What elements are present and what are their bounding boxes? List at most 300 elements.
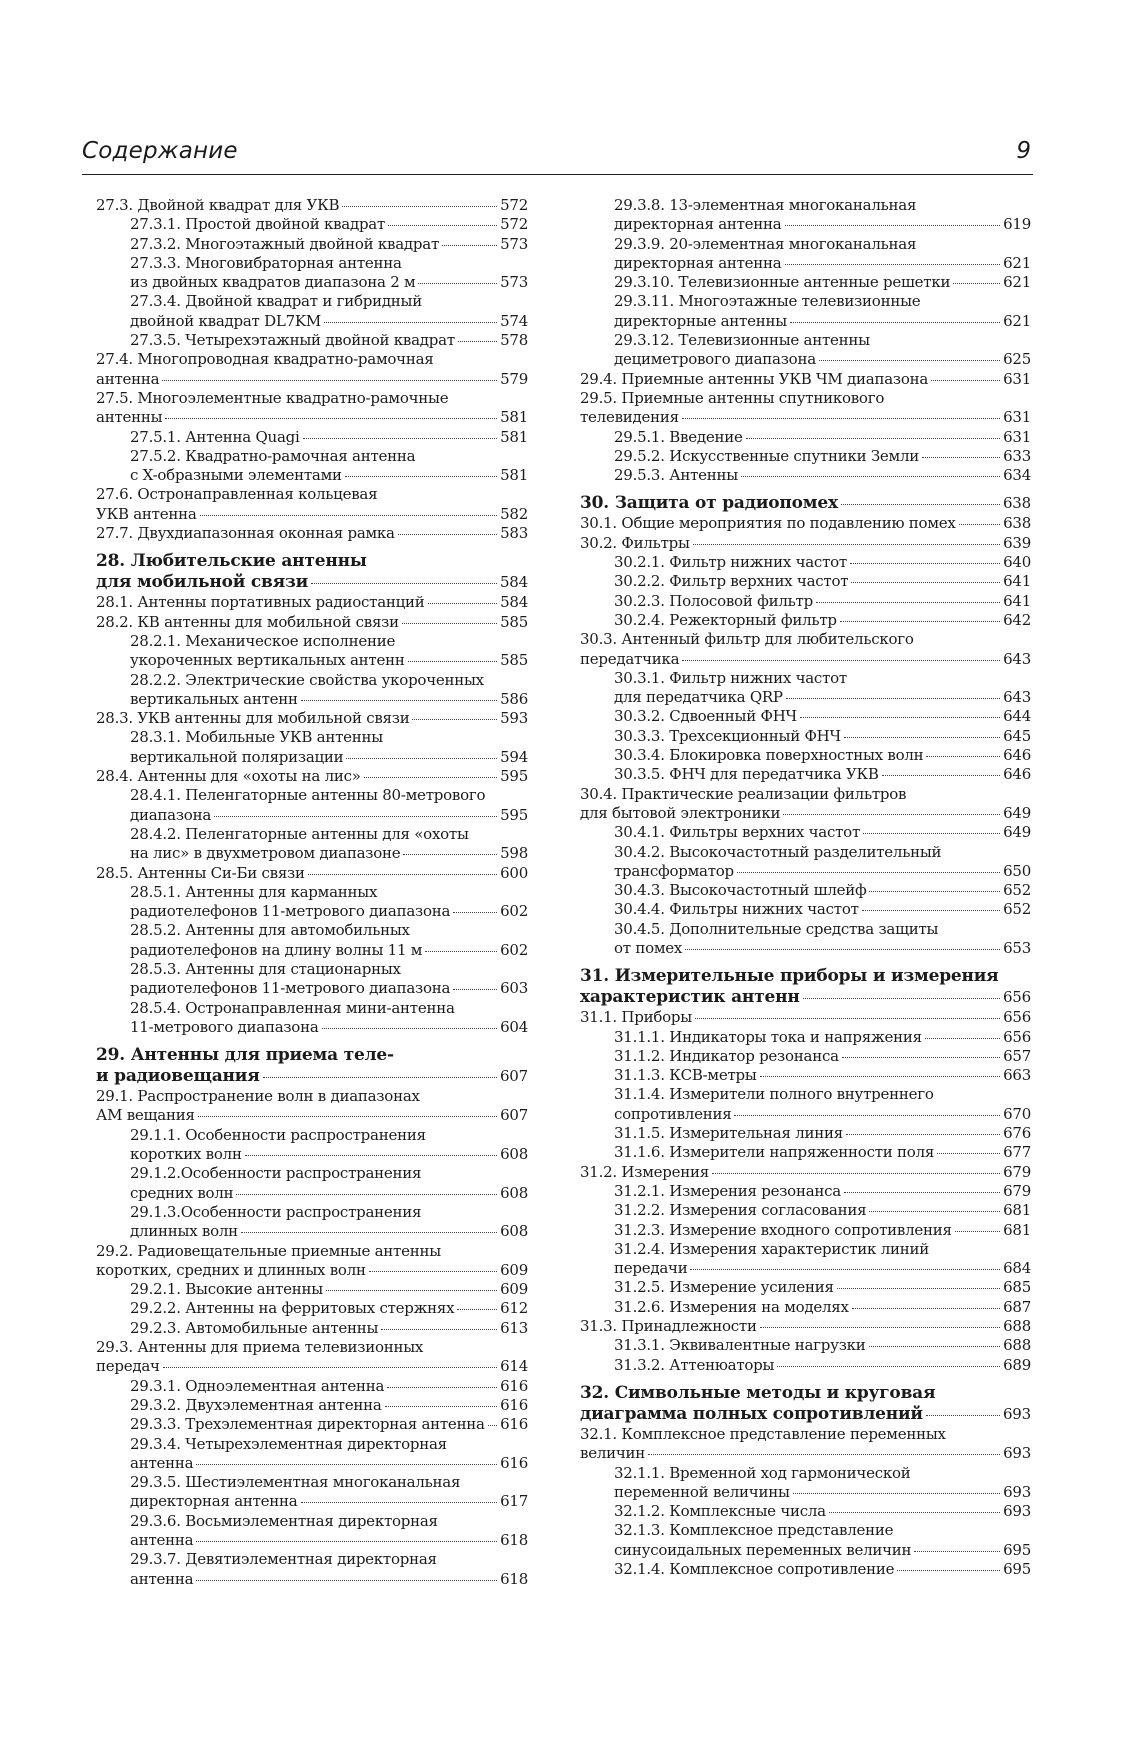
- dot-leader: [869, 1345, 1001, 1347]
- toc-entry-text: 29.3.1. Одноэлементная антенна: [130, 1376, 385, 1395]
- toc-entry-text: телевидения: [580, 408, 679, 427]
- toc-subsection: [580, 1085, 1031, 1124]
- dot-leader: [953, 282, 1000, 284]
- toc-entry-text: 11-метрового диапазона: [130, 1017, 319, 1036]
- toc-page-number: 693: [1003, 1482, 1031, 1501]
- toc-entry-text: 31. Измерительные приборы и измерения: [580, 966, 999, 987]
- dot-leader: [402, 622, 497, 624]
- toc-section: [96, 350, 528, 389]
- toc-page-number: 608: [500, 1183, 528, 1202]
- toc-entry-text: 28.2. КВ антенны для мобильной связи: [96, 612, 399, 631]
- toc-page-number: 646: [1003, 746, 1031, 765]
- dot-leader: [846, 1133, 1000, 1135]
- dot-leader: [897, 1569, 1000, 1571]
- toc-page-number: 631: [1003, 427, 1031, 446]
- toc-entry-text: 29.5.3. Антенны: [614, 466, 738, 485]
- toc-entry-text: 30.4.5. Дополнительные средства защиты: [614, 919, 939, 938]
- dot-leader: [303, 437, 498, 439]
- dot-leader: [955, 1230, 1000, 1232]
- toc-page-number: 688: [1003, 1317, 1031, 1336]
- toc-page-number: 681: [1003, 1220, 1031, 1239]
- toc-entry-text: 31.1.6. Измерители напряженности поля: [614, 1143, 935, 1162]
- toc-subsection: [96, 1396, 528, 1415]
- toc-page-number: 595: [500, 805, 528, 824]
- toc-chapter: [580, 1383, 1031, 1425]
- toc-page-number: 585: [500, 612, 528, 631]
- dot-leader: [241, 1231, 497, 1233]
- toc-entry-text: 28.5.1. Антенны для карманных: [130, 882, 378, 901]
- toc-section: [580, 1008, 1031, 1027]
- toc-section: [96, 613, 528, 632]
- toc-subsection: [96, 1473, 528, 1512]
- toc-entry-text: 29.2.2. Антенны на ферритовых стержнях: [130, 1299, 455, 1318]
- toc-subsection: [580, 331, 1031, 370]
- toc-subsection: [96, 292, 528, 331]
- toc-subsection: [96, 921, 528, 960]
- dot-leader: [425, 950, 497, 952]
- dot-leader: [163, 1366, 497, 1368]
- toc-subsection: [96, 825, 528, 864]
- toc-subsection: [580, 881, 1031, 900]
- dot-leader: [364, 776, 497, 778]
- toc-page-number: 581: [500, 466, 528, 485]
- dot-leader: [734, 1114, 1000, 1116]
- toc-section: [580, 1425, 1031, 1464]
- toc-page-number: 649: [1003, 803, 1031, 822]
- toc-subsection: [580, 1521, 1031, 1560]
- toc-entry-text: 27.3.3. Многовибраторная антенна: [130, 253, 402, 272]
- toc-page-number: 616: [500, 1415, 528, 1434]
- toc-entry-text: 29.1. Распространение волн в диапазонах: [96, 1087, 420, 1106]
- toc-entry-text: 29.4. Приемные антенны УКВ ЧМ диапазона: [580, 369, 929, 388]
- toc-entry-text: 29. Антенны для приема теле-: [96, 1045, 394, 1066]
- toc-entry-text: 28.4.2. Пеленгаторные антенны для «охоты: [130, 824, 469, 843]
- toc-entry-text: 32.1.1. Временной ход гармонической: [614, 1463, 911, 1482]
- dot-leader: [693, 543, 1000, 545]
- toc-page-number: 621: [1003, 273, 1031, 292]
- dot-leader: [851, 581, 1000, 583]
- toc-page-number: 600: [500, 863, 528, 882]
- toc-page-number: 617: [500, 1492, 528, 1511]
- toc-entry-text: 29.3.8. 13-элементная многоканальная: [614, 196, 917, 214]
- toc-page-number: 598: [500, 844, 528, 863]
- toc-page-number: 631: [1003, 369, 1031, 388]
- toc-entry-text: 29.2.1. Высокие антенны: [130, 1280, 323, 1299]
- toc-subsection: [580, 592, 1031, 611]
- toc-entry-text: 27.3.2. Многоэтажный двойной квадрат: [130, 234, 440, 253]
- toc-page-number: 608: [500, 1222, 528, 1241]
- toc-page-number: 643: [1003, 649, 1031, 668]
- toc-section: [96, 1087, 528, 1126]
- dot-leader: [837, 1287, 1000, 1289]
- toc-section: [580, 389, 1031, 428]
- dot-leader: [777, 1365, 1000, 1367]
- toc-page-number: 643: [1003, 688, 1031, 707]
- toc-entry-text: 31.2.3. Измерение входного сопротивления: [614, 1220, 952, 1239]
- toc-page-number: 609: [500, 1280, 528, 1299]
- toc-page-number: 631: [1003, 408, 1031, 427]
- toc-entry-text: 29.3.5. Шестиэлементная многоканальная: [130, 1473, 461, 1492]
- toc-page-number: 693: [1003, 1444, 1031, 1463]
- dot-leader: [196, 1579, 497, 1581]
- toc-entry-text: 27.6. Остронаправленная кольцевая: [96, 485, 378, 504]
- toc-subsection: [580, 1560, 1031, 1579]
- running-header: [82, 138, 1033, 175]
- dot-leader: [926, 1414, 1000, 1416]
- toc-subsection: [96, 215, 528, 234]
- toc-entry-text: 28.5.2. Антенны для автомобильных: [130, 921, 410, 940]
- toc-entry-text: и радиовещания: [96, 1066, 260, 1087]
- dot-leader: [324, 321, 497, 323]
- toc-entry-text: 28.5. Антенны Си-Би связи: [96, 863, 305, 882]
- toc-subsection: [580, 1028, 1031, 1047]
- toc-section: [96, 709, 528, 728]
- dot-leader: [398, 533, 497, 535]
- dot-leader: [381, 1328, 497, 1330]
- toc-entry-text: на лис» в двухметровом диапазоне: [130, 844, 401, 863]
- toc-entry-text: 29.3.10. Телевизионные антенные решетки: [614, 273, 951, 292]
- dot-leader: [931, 379, 1000, 381]
- dot-leader: [214, 815, 497, 817]
- dot-leader: [844, 1191, 1000, 1193]
- toc-entry-text: 30.4.4. Фильтры нижних частот: [614, 900, 859, 919]
- toc-entry-text: 31.1.1. Индикаторы тока и напряжения: [614, 1027, 922, 1046]
- toc-entry-text: 30.3.4. Блокировка поверхностных волн: [614, 746, 924, 765]
- toc-section: [96, 485, 528, 524]
- toc-entry-text: 31.3.2. Аттенюаторы: [614, 1355, 775, 1374]
- toc-page-number: 652: [1003, 881, 1031, 900]
- toc-entry-text: 30.1. Общие мероприятия по подавлению помех: [580, 514, 956, 533]
- toc-subsection: [580, 900, 1031, 919]
- toc-subsection: [96, 786, 528, 825]
- toc-chapter: [96, 551, 528, 593]
- toc-page-number: 688: [1003, 1336, 1031, 1355]
- toc-page-number: 656: [1002, 988, 1031, 1007]
- dot-leader: [760, 1075, 1001, 1077]
- toc-entry-text: 28.2.1. Механическое исполнение: [130, 631, 396, 650]
- dot-leader: [869, 1210, 1000, 1212]
- toc-entry-text: диаграмма полных сопротивлений: [580, 1403, 923, 1424]
- toc-page-number: 657: [1003, 1046, 1031, 1065]
- toc-page-number: 621: [1003, 253, 1031, 272]
- toc-page-number: 640: [1003, 553, 1031, 572]
- toc-entry-text: передатчика: [580, 649, 680, 668]
- toc-subsection: [580, 1278, 1031, 1297]
- toc-entry-text: 28.3. УКВ антенны для мобильной связи: [96, 709, 410, 728]
- toc-entry-text: 31.1.3. КСВ-метры: [614, 1066, 757, 1085]
- toc-subsection: [580, 1066, 1031, 1085]
- dot-leader: [236, 1193, 497, 1195]
- toc-page-number: 603: [500, 979, 528, 998]
- dot-leader: [412, 718, 497, 720]
- toc-subsection: [580, 1201, 1031, 1220]
- toc-subsection: [580, 843, 1031, 882]
- dot-leader: [488, 1424, 497, 1426]
- dot-leader: [712, 1172, 1000, 1174]
- dot-leader: [165, 417, 497, 419]
- toc-entry-text: 29.1.1. Особенности распространения: [130, 1125, 426, 1144]
- toc-entry-text: 28.2.2. Электрические свойства укороченных: [130, 670, 484, 689]
- dot-leader: [803, 997, 1000, 999]
- toc-page-number: 646: [1003, 765, 1031, 784]
- toc-entry-text: 30.2.2. Фильтр верхних частот: [614, 572, 849, 591]
- toc-section: [96, 196, 528, 215]
- dot-leader: [937, 1152, 1000, 1154]
- toc-entry-text: антенна: [130, 1569, 194, 1588]
- dot-leader: [685, 948, 1000, 950]
- dot-leader: [922, 456, 1000, 458]
- toc-page-number: 608: [500, 1145, 528, 1164]
- toc-entry-text: 30.4.2. Высокочастотный разделительный: [614, 842, 942, 861]
- dot-leader: [829, 1511, 1000, 1513]
- toc-page-number: 602: [500, 902, 528, 921]
- toc-entry-text: радиотелефонов 11-метрового диапазона: [130, 902, 451, 921]
- toc-page-number: 612: [500, 1299, 528, 1318]
- toc-subsection: [580, 669, 1031, 708]
- dot-leader: [959, 523, 1001, 525]
- toc-page-number: 693: [1002, 1404, 1031, 1423]
- toc-entry-text: 31.2.6. Измерения на моделях: [614, 1297, 849, 1316]
- toc-subsection: [580, 292, 1031, 331]
- toc-subsection: [96, 1299, 528, 1318]
- toc-entry-text: 27.3.4. Двойной квадрат и гибридный: [130, 292, 422, 311]
- toc-entry-text: 29.2. Радиовещательные приемные антенны: [96, 1241, 441, 1260]
- toc-page-number: 619: [1003, 215, 1031, 234]
- toc-page-number: 641: [1003, 591, 1031, 610]
- toc-page-number: 585: [500, 651, 528, 670]
- toc-entry-text: двойной квадрат DL7KM: [130, 311, 321, 330]
- toc-entry-text: 28.5.4. Остронаправленная мини-антенна: [130, 998, 455, 1017]
- toc-page-number: 602: [500, 940, 528, 959]
- toc-page-number: 581: [500, 427, 528, 446]
- dot-leader: [428, 602, 498, 604]
- toc-page-number: 586: [500, 689, 528, 708]
- toc-page-number: 613: [500, 1318, 528, 1337]
- toc-page-number: 652: [1003, 900, 1031, 919]
- toc-page-number: 573: [500, 273, 528, 292]
- toc-entry-text: директорная антенна: [614, 253, 782, 272]
- toc-subsection: [580, 428, 1031, 447]
- toc-page-number: 634: [1003, 466, 1031, 485]
- toc-page-number: 604: [500, 1017, 528, 1036]
- dot-leader: [200, 514, 498, 516]
- toc-section: [96, 767, 528, 786]
- toc-entry-text: вертикальных антенн: [130, 689, 298, 708]
- toc-entry-text: 30.3.3. Трехсекционный ФНЧ: [614, 726, 841, 745]
- dot-leader: [342, 205, 497, 207]
- toc-entry-text: 31.2.4. Измерения характеристик линий: [614, 1239, 929, 1258]
- toc-entry-text: 29.3.12. Телевизионные антенны: [614, 331, 870, 350]
- toc-subsection: [96, 1415, 528, 1434]
- toc-entry-text: из двойных квадратов диапазона 2 м: [130, 273, 416, 292]
- dot-leader: [925, 1037, 1000, 1039]
- dot-leader: [196, 1540, 497, 1542]
- toc-subsection: [580, 466, 1031, 485]
- toc-subsection: [96, 632, 528, 671]
- toc-page-number: 644: [1003, 707, 1031, 726]
- toc-chapter: [580, 966, 1031, 1008]
- toc-entry-text: 29.5.1. Введение: [614, 427, 743, 446]
- toc-left-column: [96, 196, 528, 1589]
- toc-subsection: [580, 707, 1031, 726]
- dot-leader: [785, 224, 1001, 226]
- toc-subsection: [580, 1298, 1031, 1317]
- toc-subsection: [580, 727, 1031, 746]
- dot-leader: [841, 503, 1000, 505]
- toc-section: [96, 593, 528, 612]
- toc-section: [580, 514, 1031, 533]
- toc-entry-text: переменной величины: [614, 1482, 790, 1501]
- toc-section: [580, 1163, 1031, 1182]
- dot-leader: [737, 871, 1000, 873]
- toc-page-number: 681: [1003, 1201, 1031, 1220]
- dot-leader: [816, 601, 1000, 603]
- toc-entry-text: укороченных вертикальных антенн: [130, 651, 405, 670]
- toc-entry-text: вертикальной поляризации: [130, 747, 344, 766]
- toc-subsection: [580, 1240, 1031, 1279]
- toc-entry-text: 31.1. Приборы: [580, 1008, 692, 1027]
- toc-entry-text: передачи: [614, 1259, 688, 1278]
- toc-entry-text: величин: [580, 1444, 646, 1463]
- toc-page-number: 614: [500, 1357, 528, 1376]
- dot-leader: [162, 379, 497, 381]
- toc-entry-text: 27.7. Двухдиапазонная оконная рамка: [96, 524, 395, 543]
- toc-page-number: 677: [1003, 1143, 1031, 1162]
- toc-subsection: [96, 1435, 528, 1474]
- toc-entry-text: для бытовой электроники: [580, 803, 781, 822]
- toc-entry-text: длинных волн: [130, 1222, 238, 1241]
- toc-entry-text: 29.3.6. Восьмиэлементная директорная: [130, 1511, 438, 1530]
- toc-entry-text: 30.3.2. Сдвоенный ФНЧ: [614, 707, 797, 726]
- toc-right-column: [580, 196, 1031, 1579]
- toc-page-number: 663: [1003, 1066, 1031, 1085]
- toc-page-number: 607: [500, 1106, 528, 1125]
- dot-leader: [648, 1453, 1000, 1455]
- toc-entry-text: 30. Защита от радиопомех: [580, 493, 838, 514]
- toc-page-number: 679: [1003, 1162, 1031, 1181]
- dot-leader: [301, 699, 497, 701]
- toc-subsection: [96, 1319, 528, 1338]
- toc-page-number: 574: [500, 311, 528, 330]
- toc-page-number: 618: [500, 1531, 528, 1549]
- toc-page-number: 594: [500, 747, 528, 766]
- toc-page-number: 621: [1003, 311, 1031, 330]
- toc-subsection: [96, 1550, 528, 1589]
- dot-leader: [682, 659, 1000, 661]
- toc-entry-text: 29.3.9. 20-элементная многоканальная: [614, 234, 917, 253]
- toc-subsection: [580, 823, 1031, 842]
- toc-subsection: [580, 1182, 1031, 1201]
- toc-entry-text: 28.1. Антенны портативных радиостанций: [96, 593, 425, 612]
- toc-page-number: 572: [500, 196, 528, 214]
- toc-entry-text: 28.5.3. Антенны для стационарных: [130, 959, 401, 978]
- dot-leader: [840, 620, 1000, 622]
- toc-entry-text: 29.3.2. Двухэлементная антенна: [130, 1395, 382, 1414]
- toc-page-number: 573: [500, 234, 528, 253]
- toc-page-number: 689: [1003, 1355, 1031, 1374]
- dot-leader: [863, 832, 1000, 834]
- toc-entry-text: коротких волн: [130, 1145, 242, 1164]
- dot-leader: [457, 1308, 497, 1310]
- toc-subsection: [580, 1221, 1031, 1240]
- toc-subsection: [580, 920, 1031, 959]
- dot-leader: [786, 697, 1000, 699]
- dot-leader: [345, 475, 497, 477]
- toc-entry-text: 27.5.1. Антенна Quagi: [130, 427, 300, 446]
- toc-section: [96, 1242, 528, 1281]
- toc-entry-text: 30.3. Антенный фильтр для любительского: [580, 630, 914, 649]
- dot-leader: [308, 873, 497, 875]
- toc-entry-text: 30.2.3. Полосовой фильтр: [614, 591, 813, 610]
- dot-leader: [388, 224, 497, 226]
- toc-section: [580, 370, 1031, 389]
- toc-entry-text: 27.5. Многоэлементные квадратно-рамочные: [96, 388, 449, 407]
- toc-entry-text: с X-образными элементами: [130, 466, 342, 485]
- toc-page-number: 625: [1003, 350, 1031, 369]
- dot-leader: [914, 1550, 1000, 1552]
- dot-leader: [418, 282, 497, 284]
- toc-subsection: [96, 1203, 528, 1242]
- toc-subsection: [580, 746, 1031, 765]
- dot-leader: [741, 475, 1000, 477]
- toc-entry-text: 31.1.5. Измерительная линия: [614, 1124, 843, 1143]
- toc-page-number: 641: [1003, 572, 1031, 591]
- toc-entry-text: 29.2.3. Автомобильные антенны: [130, 1318, 379, 1337]
- toc-subsection: [96, 1126, 528, 1165]
- toc-page-number: 639: [1003, 533, 1031, 552]
- dot-leader: [442, 244, 497, 246]
- toc-page-number: 581: [500, 408, 528, 427]
- toc-page-number: 595: [500, 767, 528, 786]
- toc-section: [96, 864, 528, 883]
- toc-subsection: [580, 1143, 1031, 1162]
- dot-leader: [695, 1017, 1000, 1019]
- toc-subsection: [96, 235, 528, 254]
- toc-page-number: 650: [1003, 861, 1031, 880]
- toc-page-number: 572: [500, 215, 528, 234]
- toc-page-number: 633: [1003, 446, 1031, 465]
- toc-subsection: [96, 883, 528, 922]
- toc-entry-text: 30.4.3. Высокочастотный шлейф: [614, 881, 867, 900]
- toc-section: [580, 1317, 1031, 1336]
- dot-leader: [403, 853, 497, 855]
- toc-subsection: [580, 1356, 1031, 1375]
- dot-leader: [926, 755, 1000, 757]
- toc-section: [580, 630, 1031, 669]
- toc-entry-text: от помех: [614, 938, 683, 957]
- toc-entry-text: 27.4. Многопроводная квадратно-рамочная: [96, 350, 434, 369]
- toc-entry-text: 28. Любительские антенны: [96, 551, 367, 572]
- toc-chapter: [96, 1045, 528, 1087]
- dot-leader: [453, 911, 497, 913]
- toc-entry-text: 30.4. Практические реализации фильтров: [580, 784, 907, 803]
- toc-entry-text: коротких, средних и длинных волн: [96, 1260, 366, 1279]
- toc-entry-text: 28.4.1. Пеленгаторные антенны 80-метрового: [130, 786, 486, 805]
- toc-page-number: 616: [500, 1395, 528, 1414]
- toc-subsection: [96, 428, 528, 447]
- header-page-number: 9: [1016, 138, 1031, 164]
- toc-entry-text: синусоидальных переменных величин: [614, 1540, 912, 1559]
- dot-leader: [322, 1027, 498, 1029]
- toc-page-number: 618: [500, 1569, 528, 1588]
- toc-page-number: 583: [500, 524, 528, 543]
- toc-entry-text: 30.3.1. Фильтр нижних частот: [614, 668, 847, 687]
- toc-page-number: 578: [500, 331, 528, 350]
- toc-subsection: [96, 1377, 528, 1396]
- toc-subsection: [96, 671, 528, 710]
- toc-entry-text: антенны: [96, 408, 163, 427]
- toc-entry-text: средних волн: [130, 1183, 234, 1202]
